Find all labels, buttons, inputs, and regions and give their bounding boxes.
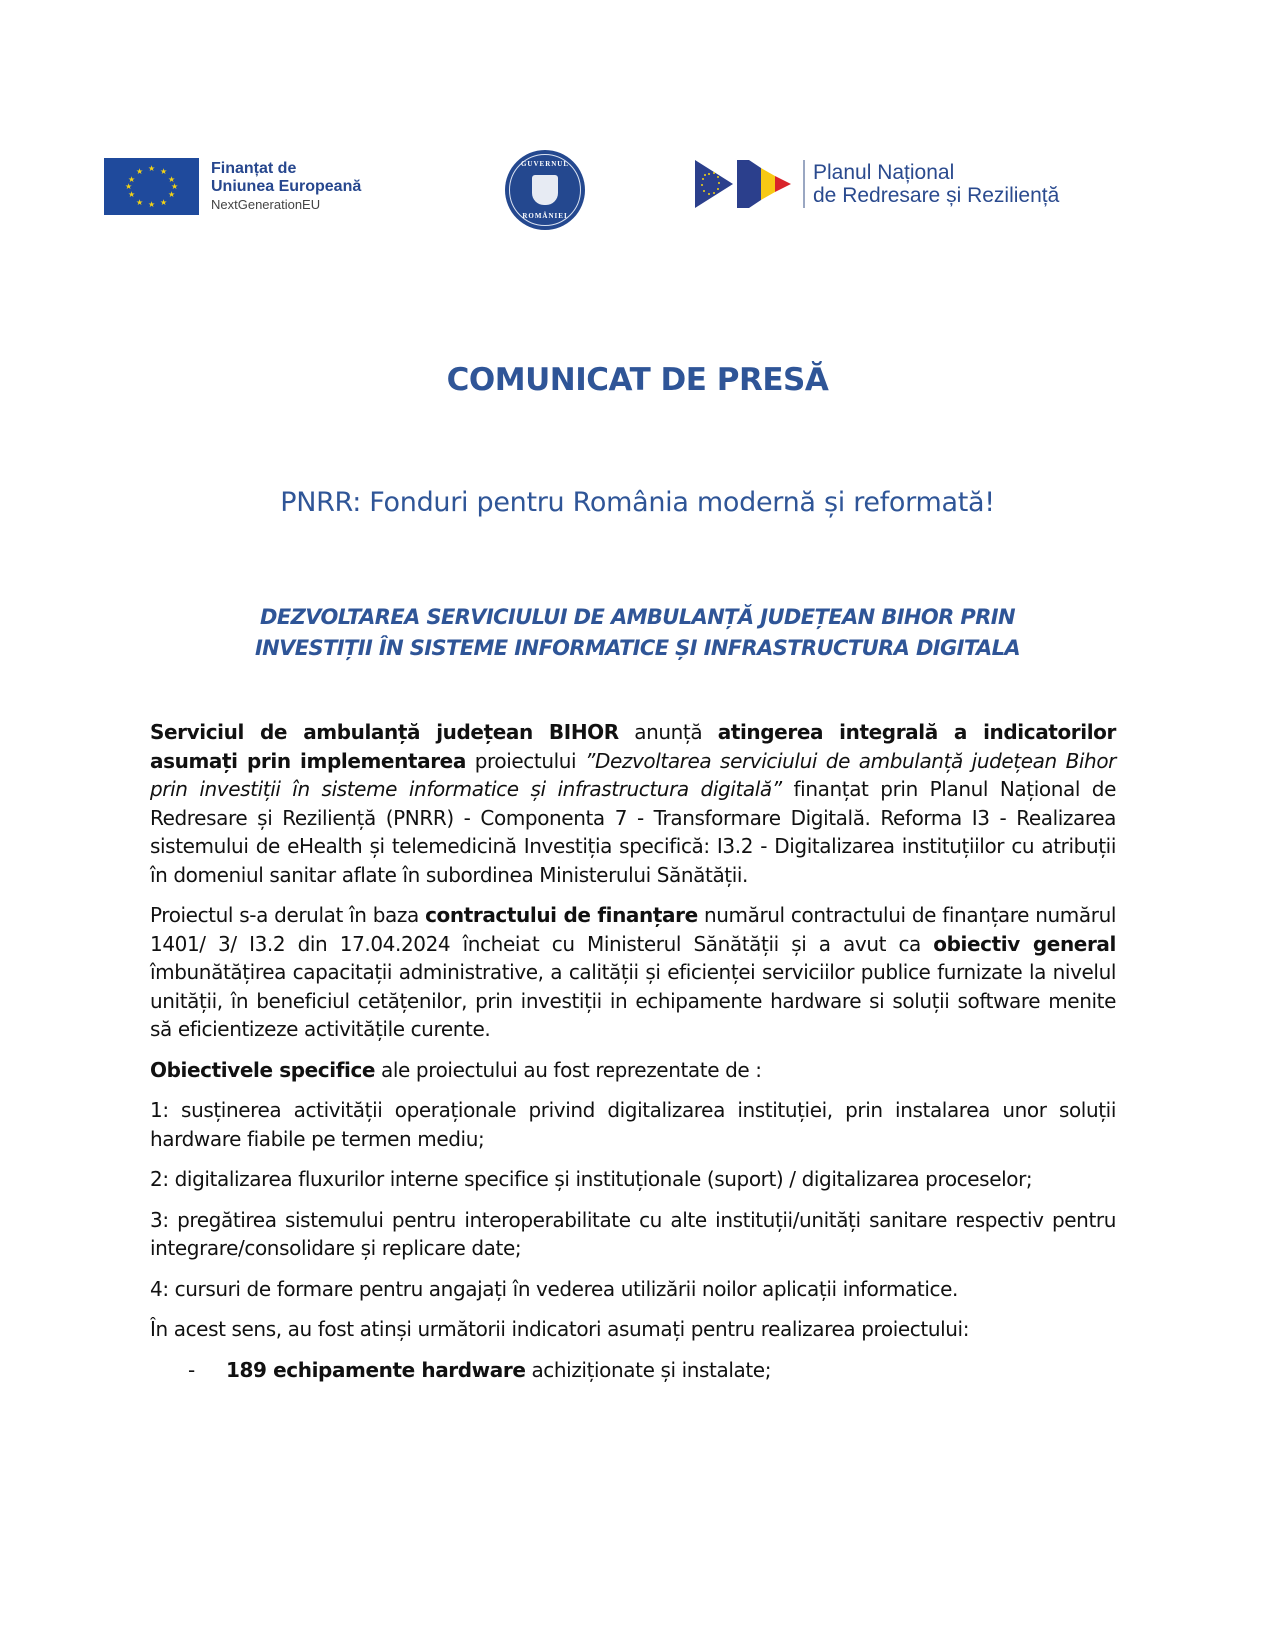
eu-logo-line1: Finanțat de bbox=[211, 159, 297, 177]
pnrr-logo bbox=[695, 160, 1059, 208]
paragraph-contract bbox=[150, 901, 1116, 1044]
seal-bottom-text: ROMÂNIEI bbox=[522, 212, 568, 220]
document-body bbox=[150, 718, 1116, 1384]
eu-logo-line2: Uniunea Europeană bbox=[211, 178, 362, 196]
objective-item: 3: pregătirea sistemului pentru interoperabilitate cu alte instituții/unități sanitare respectiv pentru integrare/consolidare și replicare date; bbox=[150, 1207, 1116, 1260]
text-span: proiectului bbox=[465, 748, 585, 773]
emphasis: Obiectivele specifice bbox=[150, 1057, 376, 1082]
eu-flag-icon: ★ ★ ★ ★ ★ ★ ★ ★ ★ ★ ★ ★ bbox=[104, 158, 199, 215]
text-span: numărul contractului de finanțare numărul 1401/ 3/ I3.2 din 17.04.2024 încheiat cu Ministerul Sănătății și a avut ca bbox=[150, 903, 1117, 956]
subject-line-2: INVESTIȚII ÎN SISTEME INFORMATICE ȘI INFRASTRUCTURA DIGITALA bbox=[254, 636, 1021, 660]
paragraph-announcement bbox=[150, 718, 1116, 889]
eu-logo-line3: NextGenerationEU bbox=[211, 197, 321, 213]
emphasis: atingerea integrală a indicatorilor asumați prin implementarea bbox=[150, 720, 1116, 773]
pnrr-logo-line1: Planul Național bbox=[813, 160, 955, 184]
objective-item: 4: cursuri de formare pentru angajați în vederea utilizării noilor aplicații informatice. bbox=[150, 1276, 958, 1301]
project-title: ”Dezvoltarea serviciului de ambulanță județean Bihor prin investiții în sisteme informatice și infrastructura digitală” bbox=[150, 748, 1116, 801]
seal-top-text: GUVERNUL bbox=[520, 160, 570, 168]
paragraph-indicators-intro: În acest sens, au fost atinși următorii indicatori asumați pentru realizarea proiectului: bbox=[150, 1317, 970, 1341]
coat-of-arms-icon bbox=[532, 175, 558, 205]
indicators-list bbox=[150, 1356, 1116, 1385]
text-span: anunță bbox=[618, 720, 718, 744]
page-subtitle: PNRR: Fonduri pentru România modernă și reformată! bbox=[280, 487, 995, 518]
page-title: COMUNICAT DE PRESĂ bbox=[446, 362, 829, 398]
text-span: ale proiectului au fost reprezentate de : bbox=[375, 1057, 762, 1082]
project-subject-heading bbox=[0, 602, 1275, 664]
emphasis: obiectiv general bbox=[933, 931, 1116, 956]
indicator-item bbox=[150, 1356, 1116, 1385]
objective-item: 2: digitalizarea fluxurilor interne specifice și instituționale (suport) / digitalizarea proceselor; bbox=[150, 1167, 1033, 1191]
text-span: finanțat prin Planul Național de Redresare și Reziliență (PNRR) - Componenta 7 - Transformare Digitală. Reforma I3 - Realizarea sistemului de eHealth și telemedicină Investiția specifică: I3.2 - Digitalizarea instituțiilor cu atribuții în domeniul sanitar aflate în subordinea Ministerului Sănătății. bbox=[150, 777, 1116, 887]
pnrr-logo-line2: de Redresare și Reziliență bbox=[813, 184, 1060, 207]
pnrr-arrows-icon bbox=[695, 160, 795, 208]
paragraph-objectives-intro bbox=[150, 1056, 1116, 1085]
indicator-text: achiziționate și instalate; bbox=[525, 1357, 772, 1382]
pnrr-divider bbox=[803, 160, 805, 208]
org-name: Serviciul de ambulanță județean BIHOR bbox=[150, 720, 619, 744]
subject-line-1: DEZVOLTAREA SERVICIULUI DE AMBULANȚĂ JUDEȚEAN BIHOR PRIN bbox=[260, 605, 1015, 629]
text-span: Proiectul s-a derulat în baza bbox=[150, 903, 426, 927]
emphasis: contractului de finanțare bbox=[425, 903, 698, 927]
eu-funding-logo bbox=[104, 158, 361, 215]
romanian-government-seal-icon bbox=[505, 150, 585, 230]
logo-header bbox=[0, 150, 1275, 230]
indicator-value: 189 echipamente hardware bbox=[226, 1357, 526, 1382]
dash-bullet-icon: - bbox=[188, 1357, 195, 1382]
text-span: îmbunătățirea capacitații administrative, a calității și eficienței serviciilor publice furnizate la nivelul unității, în beneficiul cetățenilor, prin investiții in echipamente hardware si soluții software menite să eficientizeze activitățile curente. bbox=[150, 960, 1116, 1041]
objective-item: 1: susținerea activității operaționale privind digitalizarea instituției, prin instalarea unor soluții hardware fiabile pe termen mediu; bbox=[150, 1098, 1116, 1151]
